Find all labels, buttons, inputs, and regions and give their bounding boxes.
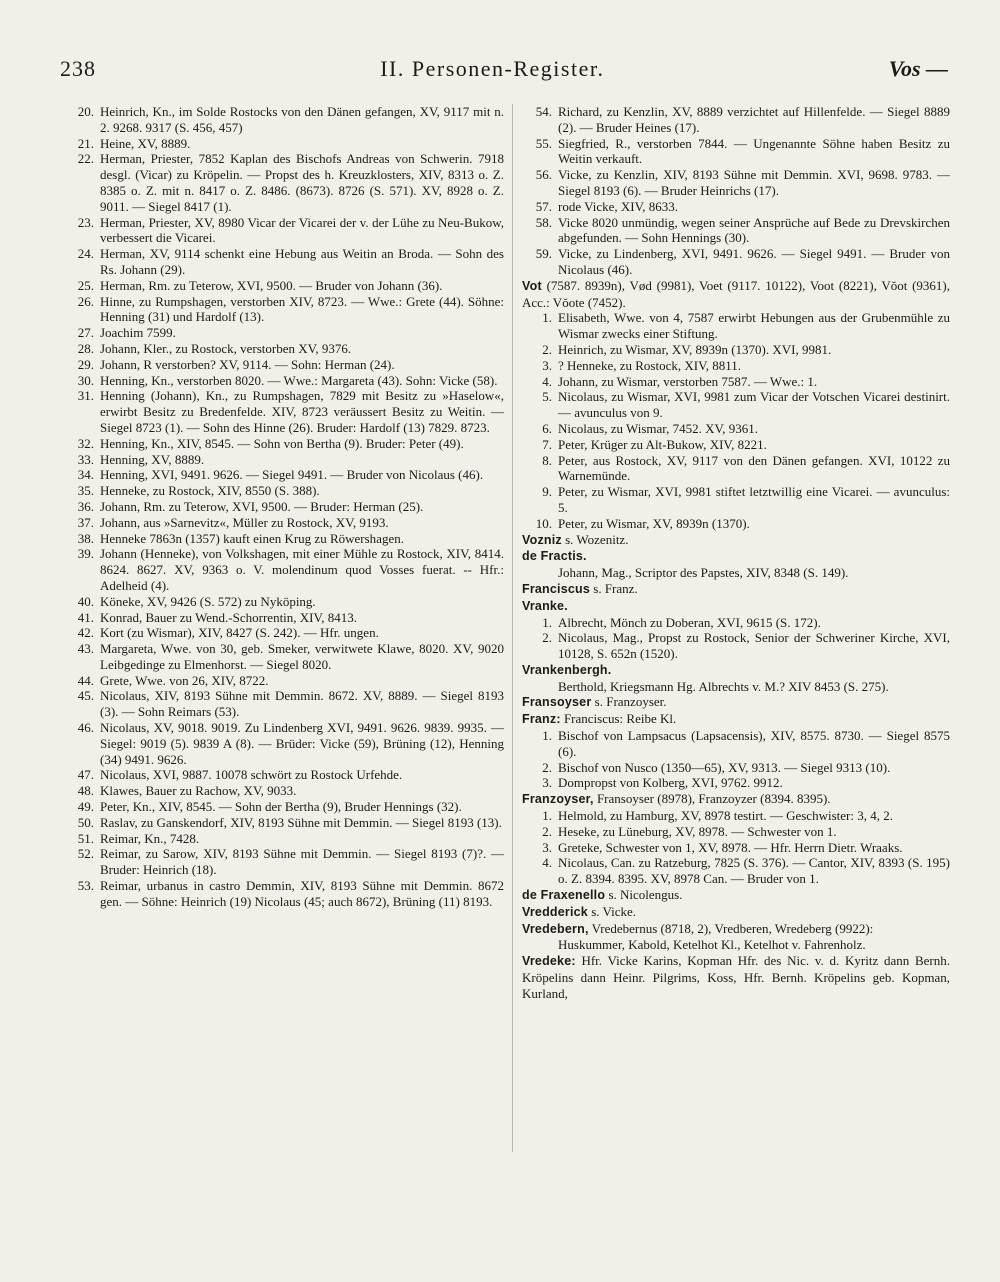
register-entry [64, 610, 504, 626]
entry-text: Reimar, zu Sarow, XIV, 8193 Sühne mit Demmin. — Siegel 8193 (7)?. — Bruder: Heinrich (18). [100, 846, 504, 878]
register-entry [64, 799, 504, 815]
register-entry [522, 855, 950, 887]
lemma-vozniz [522, 532, 950, 549]
cross-reference: s. Vicke. [591, 903, 637, 919]
register-entry [64, 104, 504, 136]
entry-number: 20. [77, 104, 94, 119]
register-entry [64, 831, 504, 847]
page-number: 238 [60, 56, 96, 81]
entry-text: Reimar, urbanus in castro Demmin, XIV, 8193 Sühne mit Demmin. 8672 gen. — Söhne: Heinrich (19) Nicolaus (45; auch 8672), Brüning (11) 8193. [100, 878, 504, 909]
entry-text: Nicolaus, Can. zu Ratzeburg, 7825 (S. 376). — Cantor, XIV, 8393 (S. 195) o. Z. 8394. 8395. XV, 8978 Can. — Bruder von 1. [558, 855, 950, 887]
register-entry [64, 467, 504, 483]
entry-number: 10. [535, 515, 552, 531]
register-entry [522, 453, 950, 485]
register-entry [64, 436, 504, 452]
register-entry [64, 673, 504, 689]
entry-number: 55. [535, 135, 552, 151]
entry-text: Siegfried, R., verstorben 7844. — Ungenannte Söhne haben Besitz zu Weitin verkauft. [558, 135, 950, 167]
entry-text: Heinrich, zu Wismar, XV, 8939n (1370). XVI, 9981. [558, 341, 832, 357]
entry-number: 1. [542, 614, 552, 630]
register-entry [522, 246, 950, 278]
entry-text: Peter, zu Wismar, XVI, 9981 stiftet letztwillig eine Vicarei. — avunculus: 5. [558, 484, 950, 515]
entry-text: Johann, zu Wismar, verstorben 7587. — Wwe.: 1. [558, 373, 818, 389]
entry-text: Henneke 7863n (1357) kauft einen Krug zu Röwershagen. [100, 530, 404, 546]
entry-text: Greteke, Schwester von 1, XV, 8978. — Hfr. Herrn Dietr. Wraaks. [558, 839, 903, 855]
entry-number: 57. [535, 198, 552, 214]
entry-text: Nicolaus, XVI, 9887. 10078 schwört zu Rostock Urfehde. [100, 767, 403, 783]
register-entry [64, 388, 504, 435]
register-entry [522, 421, 950, 437]
register-entry [64, 483, 504, 499]
register-entry [64, 341, 504, 357]
entry-text: Henning (Johann), Kn., zu Rumpshagen, 7829 mit Besitz zu »Haselow«, erwirbt Besitz zu Bredenfelde. XIV, 8723 veräussert Besitz zu Weitin. — Siegel 8723 (1). — Sohn des Hinne (26). Bruder: Hardolf (13) 7829. 8723. [100, 388, 504, 435]
entry-text: Raslav, zu Ganskendorf, XIV, 8193 Sühne mit Demmin. — Siegel 8193 (13). [100, 814, 502, 830]
entry-text: Vicke, zu Kenzlin, XIV, 8193 Sühne mit Demmin. XVI, 9698. 9783. — Siegel 8193 (6). — Bruder Heinrichs (17). [558, 167, 950, 198]
register-entry [64, 246, 504, 278]
register-entry [522, 104, 950, 136]
lemma-head: Vredderick [522, 904, 588, 919]
entry-number: 43. [77, 641, 94, 657]
lemma-head: de Fraxenello [522, 888, 606, 903]
entry-number: 6. [542, 420, 552, 436]
register-entry [522, 615, 950, 631]
entry-number: 35. [77, 483, 94, 499]
entry-text: Henning, XV, 8889. [100, 451, 205, 467]
entry-number: 39. [77, 546, 94, 562]
lemma-franz [522, 711, 950, 728]
register-entry [522, 840, 950, 856]
lemma-vredderick [522, 904, 950, 921]
register-entry [64, 688, 504, 720]
register-entry [64, 294, 504, 326]
register-entry [64, 278, 504, 294]
entry-number: 21. [77, 135, 94, 151]
lemma-head: Franzoyser, [522, 792, 594, 807]
entry-number: 1. [542, 808, 552, 824]
entry-number: 25. [77, 277, 94, 293]
cross-reference: s. Franz. [593, 580, 638, 596]
lemma-vredeke [522, 953, 950, 1001]
entry-number: 46. [77, 720, 94, 736]
register-entry [522, 342, 950, 358]
entry-text: Herman, Rm. zu Teterow, XVI, 9500. — Bruder von Johann (36). [100, 277, 443, 293]
register-entry [64, 215, 504, 247]
register-entry [522, 358, 950, 374]
register-entry [522, 389, 950, 421]
entry-text: Kort (zu Wismar), XIV, 8427 (S. 242). — Hfr. ungen. [100, 625, 379, 641]
entry-text: Peter, Kn., XIV, 8545. — Sohn der Bertha (9), Bruder Hennings (32). [100, 799, 462, 815]
entry-number: 37. [77, 514, 94, 530]
entry-text: Grete, Wwe. von 26, XIV, 8722. [100, 672, 269, 688]
register-entry [522, 374, 950, 390]
entry-text: Johann (Henneke), von Volkshagen, mit einer Mühle zu Rostock, XIV, 8414. 8624. 8627. XV, 9363 o. V. molendinum quod Vosses fuerat. -- Hfr.: Adelheid (4). [100, 546, 504, 593]
entry-text: Margareta, Wwe. von 30, geb. Smeker, verwitwete Klawe, 8020. XV, 9020 Leibgedinge zu Elmenhorst. — Siegel 8020. [100, 641, 504, 672]
entry-number: 24. [77, 246, 94, 262]
entry-text: Vicke, zu Lindenberg, XVI, 9491. 9626. — Siegel 9491. — Bruder von Nicolaus (46). [558, 246, 950, 277]
lemma-vredebern [522, 921, 950, 938]
lemma-variants: Fransoyser (8978), Franzoyzer (8394. 8395). [596, 791, 831, 807]
entry-number: 4. [542, 855, 552, 871]
register-entry [64, 625, 504, 641]
register-entry [64, 373, 504, 389]
register-entry [522, 630, 950, 662]
register-entry [64, 846, 504, 878]
entry-text: Heinrich, Kn., im Solde Rostocks von den Dänen gefangen, XV, 9117 mit n. 2. 9268. 9317 (S. 456, 457) [100, 104, 504, 135]
entry-text: Henning, Kn., XIV, 8545. — Sohn von Bertha (9). Bruder: Peter (49). [100, 435, 464, 451]
entry-text: Johann, Kler., zu Rostock, verstorben XV, 9376. [100, 340, 352, 356]
left-column [64, 104, 504, 910]
entry-number: 26. [77, 293, 94, 309]
entry-text: Nicolaus, zu Wismar, XVI, 9981 zum Vicar der Votschen Vicarei destinirt. — avunculus von 9. [558, 389, 950, 421]
entry-number: 33. [77, 451, 94, 467]
entry-number: 3. [542, 839, 552, 855]
register-entry [64, 720, 504, 767]
entry-number: 3. [542, 357, 552, 373]
entry-text: Joachim 7599. [100, 325, 176, 341]
lemma-franzoyser [522, 791, 950, 808]
register-entry [64, 357, 504, 373]
entry-number: 8. [542, 452, 552, 468]
register-entry [64, 499, 504, 515]
entry-number: 40. [77, 593, 94, 609]
entry-text: Klawes, Bauer zu Rachow, XV, 9033. [100, 783, 297, 799]
right-column [522, 104, 950, 1002]
entry-number: 59. [535, 246, 552, 262]
entry-number: 1. [542, 310, 552, 326]
page-header [60, 56, 948, 90]
entry-text: Henning, Kn., verstorben 8020. — Wwe.: Margareta (43). Sohn: Vicke (58). [100, 372, 498, 388]
entry-number: 22. [77, 151, 94, 167]
register-entry [64, 515, 504, 531]
lemma-head: Vrankenbergh. [522, 662, 612, 677]
entry-text: Peter, Krüger zu Alt-Bukow, XIV, 8221. [558, 436, 767, 452]
register-entry [64, 546, 504, 593]
register-entry [64, 594, 504, 610]
entry-number: 2. [542, 341, 552, 357]
lemma-head: Vot [522, 278, 542, 293]
cross-reference: s. Franzoyser. [594, 694, 667, 710]
franzoyser-entries [522, 808, 950, 887]
entry-text: Herman, Priester, 7852 Kaplan des Bischofs Andreas von Schwerin. 7918 desgl. (Vicar) zu Kröpelin. — Propst des h. Kreuzklosters, XIV, 8313 o. Z. 8385 o. Z. mit n. 8417 o. Z. 8486. (8673). 8726 (S. 571). XV, 8928 o. Z. 9011. — Siegel 8417 (1). [100, 151, 504, 214]
lemma-variants: (7587. 8939n), Vød (9981), Voet (9117. 10122), Voot (8221), Vŏot (9361), Acc.: Vŏote (7452). [522, 277, 950, 310]
vranke-entries [522, 615, 950, 662]
entry-number: 1. [542, 728, 552, 744]
register-entry [64, 325, 504, 341]
entry-text: Bischof von Lampsacus (Lapsacensis), XIV, 8575. 8730. — Siegel 8575 (6). [558, 728, 950, 759]
register-entry [522, 760, 950, 776]
entry-number: 42. [77, 625, 94, 641]
register-entry [522, 824, 950, 840]
entry-text: Albrecht, Mönch zu Doberan, XVI, 9615 (S. 172). [558, 614, 821, 630]
entry-text: Nicolaus, zu Wismar, 7452. XV, 9361. [558, 420, 758, 436]
lemma-text: Hfr. Vicke Karins, Kopman Hfr. des Nic. v. d. Kyritz dann Bernh. Kröpelins dann Heinr. Pilgrims, Koss, Hfr. Bernh. Kröpelins geb. Kopman, Kurland, [522, 953, 950, 1001]
register-entry [522, 215, 950, 247]
entry-text: Johann, Rm. zu Teterow, XVI, 9500. — Bruder: Herman (25). [100, 498, 424, 514]
register-entry [522, 167, 950, 199]
register-entry [64, 151, 504, 214]
register-entry [522, 437, 950, 453]
entry-number: 54. [535, 104, 552, 119]
register-entry [522, 808, 950, 824]
register-entry [64, 767, 504, 783]
lemma-reference: Huskummer, Kabold, Ketelhot Kl., Ketelhot v. Fahrenholz. [558, 937, 866, 953]
entry-number: 44. [77, 672, 94, 688]
entry-text: Konrad, Bauer zu Wend.-Schorrentin, XIV, 8413. [100, 609, 357, 625]
register-entry [522, 310, 950, 342]
entry-number: 2. [542, 823, 552, 839]
register-entry [522, 728, 950, 760]
lemma-head: de Fractis. [522, 549, 587, 564]
lemma-head: Vranke. [522, 598, 568, 613]
entry-text: Helmold, zu Hamburg, XV, 8978 testirt. — Geschwister: 3, 4, 2. [558, 808, 893, 824]
entry-number: 51. [77, 830, 94, 846]
lemma-head: Vredeke: [522, 954, 576, 969]
entry-number: 36. [77, 498, 94, 514]
entry-text: Richard, zu Kenzlin, XV, 8889 verzichtet auf Hillenfelde. — Siegel 8889 (2). — Bruder Heines (17). [558, 104, 950, 135]
entry-number: 31. [77, 388, 94, 404]
lemma-head: Vredebern, [522, 921, 589, 936]
register-entry [522, 516, 950, 532]
register-entry [64, 783, 504, 799]
entry-number: 41. [77, 609, 94, 625]
entry-text: Hinne, zu Rumpshagen, verstorben XIV, 8723. — Wwe.: Grete (44). Söhne: Henning (31) und Hardolf (13). [100, 293, 504, 325]
entry-text: Vicke 8020 unmündig, wegen seiner Ansprüche auf Bede zu Drevskirchen abgefunden. — Sohn Hennings (30). [558, 214, 950, 246]
register-entry [64, 641, 504, 673]
entry-text: ? Henneke, zu Rostock, XIV, 8811. [558, 357, 742, 373]
entry-text: Johann, R verstorben? XV, 9114. — Sohn: Herman (24). [100, 356, 395, 372]
register-entry [522, 484, 950, 516]
entry-number: 3. [542, 775, 552, 791]
entry-number: 53. [77, 878, 94, 894]
lemma-head: Franciscus [522, 581, 591, 596]
entry-text: rode Vicke, XIV, 8633. [558, 198, 679, 214]
cross-reference: s. Wozenitz. [565, 531, 629, 547]
entry-text: Herman, Priester, XV, 8980 Vicar der Vicarei der v. der Lühe zu Neu-Bukow, verbessert die Vicarei. [100, 214, 504, 246]
lemma-reference: Berthold, Kriegsmann Hg. Albrechts v. M.? XIV 8453 (S. 275). [558, 678, 889, 694]
entry-text: Elisabeth, Wwe. von 4, 7587 erwirbt Hebungen aus der Grubenmühle zu Wismar zwecks einer Stiftung. [558, 310, 950, 342]
lemma-fransoyser [522, 694, 950, 711]
column-divider [512, 104, 513, 1152]
entry-text: Peter, zu Wismar, XV, 8939n (1370). [558, 515, 750, 531]
lemma-variants: Vredebernus (8718, 2), Vredberen, Wredeberg (9922): [591, 920, 874, 936]
entry-number: 34. [77, 467, 94, 483]
entry-number: 23. [77, 214, 94, 230]
lemma-de-fractis [522, 548, 950, 565]
entry-number: 2. [542, 759, 552, 775]
lemma-head: Vozniz [522, 532, 562, 547]
entry-number: 49. [77, 799, 94, 815]
entry-text: Henning, XVI, 9491. 9626. — Siegel 9491. — Bruder von Nicolaus (46). [100, 467, 484, 483]
entry-number: 5. [542, 389, 552, 405]
vot-entries [522, 310, 950, 531]
entry-number: 32. [77, 435, 94, 451]
entry-number: 29. [77, 356, 94, 372]
register-entry [64, 531, 504, 547]
register-entry [64, 878, 504, 910]
register-entry [64, 136, 504, 152]
lemma-vranke [522, 598, 950, 615]
lemma-reference: Johann, Mag., Scriptor des Papstes, XIV, 8348 (S. 149). [558, 565, 849, 581]
entry-number: 2. [542, 630, 552, 646]
lemma-franciscus [522, 581, 950, 598]
entry-text: Henneke, zu Rostock, XIV, 8550 (S. 388). [100, 483, 320, 499]
entry-number: 7. [542, 436, 552, 452]
vos-entries-continued [522, 104, 950, 278]
entry-number: 38. [77, 530, 94, 546]
entry-text: Bischof von Nusco (1350—65), XV, 9313. — Siegel 9313 (10). [558, 759, 891, 775]
entry-number: 45. [77, 688, 94, 704]
entry-number: 30. [77, 372, 94, 388]
entry-text: Nicolaus, Mag., Propst zu Rostock, Senior der Schweriner Kirche, XVI, 10128, S. 652n (1520). [558, 630, 950, 662]
lemma-head: Franz: [522, 712, 561, 727]
entry-text: Peter, aus Rostock, XV, 9117 von den Dänen gefangen. XVI, 10122 zu Warnemünde. [558, 452, 950, 484]
entry-number: 27. [77, 325, 94, 341]
running-head: Vos — [888, 56, 948, 81]
entry-text: Köneke, XV, 9426 (S. 572) zu Nyköping. [100, 593, 316, 609]
page-title: II. Personen-Register. [380, 56, 605, 81]
register-entry [522, 136, 950, 168]
entry-text: Nicolaus, XV, 9018. 9019. Zu Lindenberg XVI, 9491. 9626. 9839. 9935. — Siegel: 9019 (5). 9839 A (8). — Brüder: Vicke (59), Brüning (12), Henning (34) 9491. 9626. [100, 720, 504, 767]
entry-number: 56. [535, 167, 552, 183]
register-entry [522, 199, 950, 215]
entry-number: 52. [77, 846, 94, 862]
entry-number: 47. [77, 767, 94, 783]
entry-text: Johann, aus »Sarnevitz«, Müller zu Rostock, XV, 9193. [100, 514, 389, 530]
entry-number: 9. [542, 484, 552, 500]
lemma-head: Fransoyser [522, 695, 592, 710]
entry-number: 50. [77, 814, 94, 830]
lemma-variants: Franciscus: Reibe Kl. [563, 711, 677, 727]
entry-text: Heseke, zu Lüneburg, XV, 8978. — Schwester von 1. [558, 823, 837, 839]
lemma-vrankenbergh [522, 662, 950, 679]
entry-text: Herman, XV, 9114 schenkt eine Hebung aus Weitin an Broda. — Sohn des Rs. Johann (29). [100, 246, 504, 277]
cross-reference: s. Nicolengus. [608, 887, 683, 903]
entry-text: Dompropst von Kolberg, XVI, 9762. 9912. [558, 775, 783, 791]
register-entry [522, 775, 950, 791]
register-entry [64, 815, 504, 831]
entry-text: Heine, XV, 8889. [100, 135, 191, 151]
lemma-vot [522, 278, 950, 311]
entry-text: Reimar, Kn., 7428. [100, 830, 200, 846]
entry-text: Nicolaus, XIV, 8193 Sühne mit Demmin. 8672. XV, 8889. — Siegel 8193 (3). — Sohn Reimars (53). [100, 688, 504, 720]
entry-number: 48. [77, 783, 94, 799]
lemma-de-fraxenello [522, 887, 950, 904]
entry-number: 28. [77, 340, 94, 356]
entry-number: 58. [535, 214, 552, 230]
register-entry [64, 452, 504, 468]
franz-entries [522, 728, 950, 791]
entry-number: 4. [542, 373, 552, 389]
